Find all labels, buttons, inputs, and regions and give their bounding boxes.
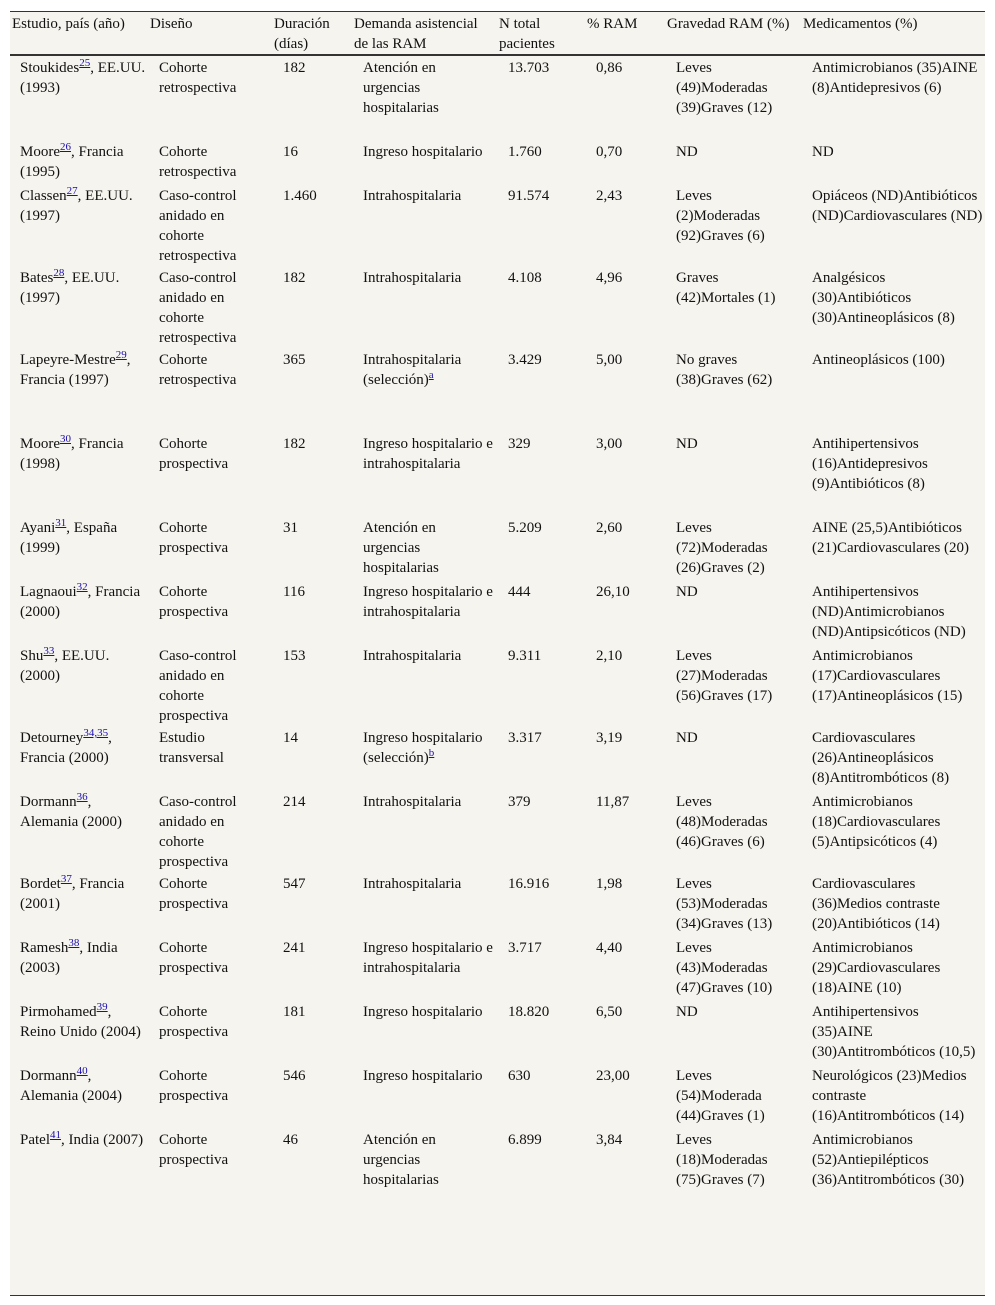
table-row — [10, 516, 985, 580]
cell-duration: 182 — [283, 436, 306, 452]
study-author: Patel — [20, 1132, 50, 1148]
cell-design: Cohorte prospectiva — [159, 1132, 229, 1168]
cell-demand — [352, 726, 497, 790]
demand-text: Intrahospitalaria — [363, 876, 462, 892]
cell-design: Cohorte retrospectiva — [159, 352, 237, 388]
table-row — [10, 184, 985, 266]
header-n-patients: N total pacientes — [497, 12, 585, 55]
cell-drugs: Cardiovasculares (26)Antineoplásicos (8)Antitrombóticos (8) — [812, 730, 950, 786]
cell-severity: Leves (53)Moderadas (34)Graves (13) — [676, 876, 773, 932]
table-row — [10, 580, 985, 644]
cell-n-patients: 444 — [508, 584, 531, 600]
cell-study — [10, 516, 148, 580]
cell-drugs: Antihipertensivos (16)Antidepresivos (9)Antibióticos (8) — [812, 436, 928, 492]
cell-ram-percent: 3,19 — [596, 730, 623, 746]
cell-duration: 547 — [283, 876, 306, 892]
study-author: Moore — [20, 144, 60, 160]
reference-link[interactable]: 31 — [55, 517, 67, 529]
reference-link[interactable]: 27 — [66, 185, 78, 197]
study-country-year: , India (2003) — [20, 940, 118, 976]
cell-design: Cohorte prospectiva — [159, 876, 229, 912]
cell-design: Caso-control anidado en cohorte prospectiva — [159, 794, 237, 870]
demand-text: Intrahospitalaria — [363, 648, 462, 664]
demand-text: Ingreso hospitalario — [363, 1004, 483, 1020]
cell-duration: 182 — [283, 60, 306, 76]
cell-demand — [352, 580, 497, 644]
cell-drugs: Antineoplásicos (100) — [812, 352, 945, 368]
cell-n-patients: 3.429 — [508, 352, 542, 368]
cell-duration: 153 — [283, 648, 306, 664]
cell-ram-percent: 3,00 — [596, 436, 623, 452]
study-country-year: , EE.UU. (2000) — [20, 648, 110, 684]
study-author: Classen — [20, 188, 67, 204]
cell-n-patients: 3.317 — [508, 730, 542, 746]
cell-demand — [352, 348, 497, 432]
cell-study — [10, 348, 148, 432]
cell-duration: 214 — [283, 794, 306, 810]
cell-duration: 14 — [283, 730, 298, 746]
ram-studies-table — [10, 12, 985, 1192]
header-design: Diseño — [148, 12, 272, 55]
demand-text: Ingreso hospitalario — [363, 1068, 483, 1084]
cell-severity: Leves (49)Moderadas (39)Graves (12) — [676, 60, 773, 116]
cell-severity: ND — [676, 1004, 698, 1020]
cell-severity: Leves (54)Moderada (44)Graves (1) — [676, 1068, 765, 1124]
cell-duration: 182 — [283, 270, 306, 286]
cell-duration: 1.460 — [283, 188, 317, 204]
cell-ram-percent: 0,86 — [596, 60, 623, 76]
cell-n-patients: 6.899 — [508, 1132, 542, 1148]
cell-demand — [352, 790, 497, 872]
cell-duration: 241 — [283, 940, 306, 956]
study-author: Pirmohamed — [20, 1004, 97, 1020]
cell-design: Cohorte prospectiva — [159, 1068, 229, 1104]
cell-study — [10, 790, 148, 872]
cell-severity: ND — [676, 584, 698, 600]
cell-demand — [352, 1064, 497, 1128]
table-row — [10, 1128, 985, 1192]
study-country-year: , Francia (2001) — [20, 876, 125, 912]
cell-study — [10, 872, 148, 936]
cell-study — [10, 1000, 148, 1064]
demand-text: Ingreso hospitalario e intrahospitalaria — [363, 436, 493, 472]
cell-design: Cohorte prospectiva — [159, 436, 229, 472]
study-author: Lagnaoui — [20, 584, 77, 600]
demand-text: Intrahospitalaria — [363, 794, 462, 810]
study-author: Stoukides — [20, 60, 80, 76]
cell-n-patients: 9.311 — [508, 648, 542, 664]
table-row — [10, 1064, 985, 1128]
study-country-year: , India (2007) — [61, 1132, 144, 1148]
reference-link[interactable]: 38 — [68, 937, 80, 949]
study-country-year: , Reino Unido (2004) — [20, 1004, 141, 1040]
study-author: Ramesh — [20, 940, 69, 956]
cell-design: Caso-control anidado en cohorte prospectiva — [159, 648, 237, 724]
cell-design: Cohorte retrospectiva — [159, 144, 237, 180]
table-row — [10, 55, 985, 140]
cell-n-patients: 4.108 — [508, 270, 542, 286]
cell-study — [10, 55, 148, 140]
table-container — [10, 11, 985, 1296]
demand-text: Ingreso hospitalario — [363, 144, 483, 160]
cell-n-patients: 5.209 — [508, 520, 542, 536]
cell-severity: ND — [676, 144, 698, 160]
cell-drugs: AINE (25,5)Antibióticos (21)Cardiovasculares (20) — [812, 520, 970, 556]
reference-link[interactable]: 36 — [76, 791, 88, 803]
cell-ram-percent: 26,10 — [596, 584, 630, 600]
cell-ram-percent: 2,60 — [596, 520, 623, 536]
cell-ram-percent: 3,84 — [596, 1132, 623, 1148]
reference-link[interactable]: 33 — [43, 645, 55, 657]
cell-study — [10, 140, 148, 184]
cell-drugs: Antihipertensivos (ND)Antimicrobianos (ND)Antipsicóticos (ND) — [812, 584, 966, 640]
study-author: Detourney — [20, 730, 84, 746]
study-country-year: , EE.UU. (1997) — [20, 188, 133, 224]
reference-link[interactable]: 41 — [50, 1129, 61, 1141]
cell-duration: 46 — [283, 1132, 298, 1148]
cell-drugs: Opiáceos (ND)Antibióticos (ND)Cardiovasculares (ND) — [812, 188, 983, 224]
cell-demand — [352, 432, 497, 516]
cell-ram-percent: 2,43 — [596, 188, 623, 204]
cell-ram-percent: 1,98 — [596, 876, 623, 892]
cell-severity: Graves (42)Mortales (1) — [676, 270, 776, 306]
table-row — [10, 790, 985, 872]
reference-link[interactable]: 37 — [60, 873, 72, 885]
study-country-year: , Francia (1997) — [20, 352, 131, 388]
cell-n-patients: 3.717 — [508, 940, 542, 956]
cell-duration: 31 — [283, 520, 298, 536]
cell-study — [10, 432, 148, 516]
table-row — [10, 140, 985, 184]
header-duration: Duración (días) — [272, 12, 352, 55]
study-author: Lapeyre-Mestre — [20, 352, 116, 368]
cell-study — [10, 644, 148, 726]
cell-duration: 116 — [283, 584, 305, 600]
study-country-year: , Francia (1998) — [20, 436, 124, 472]
cell-design: Caso-control anidado en cohorte retrospectiva — [159, 270, 237, 346]
cell-drugs: Cardiovasculares (36)Medios contraste (20)Antibióticos (14) — [812, 876, 940, 932]
table-row — [10, 936, 985, 1000]
cell-design: Cohorte retrospectiva — [159, 60, 237, 96]
cell-demand — [352, 140, 497, 184]
cell-demand — [352, 872, 497, 936]
study-country-year: , EE.UU. (1993) — [20, 60, 146, 96]
reference-link[interactable]: 32 — [76, 581, 88, 593]
table-row — [10, 644, 985, 726]
study-country-year: , Alemania (2004) — [20, 1068, 123, 1104]
demand-text: Atención en urgencias hospitalarias — [363, 520, 439, 576]
reference-link[interactable]: 26 — [60, 141, 71, 153]
study-country-year: , Francia (2000) — [20, 584, 141, 620]
reference-link[interactable]: 34,35 — [83, 727, 109, 739]
demand-text: Intrahospitalaria (selección) — [363, 352, 462, 388]
study-country-year: , Francia (1995) — [20, 144, 124, 180]
cell-severity: Leves (72)Moderadas (26)Graves (2) — [676, 520, 768, 576]
cell-demand — [352, 516, 497, 580]
table-row — [10, 266, 985, 348]
cell-n-patients: 91.574 — [508, 188, 550, 204]
table-row — [10, 726, 985, 790]
cell-study — [10, 936, 148, 1000]
study-author: Shu — [20, 648, 44, 664]
cell-study — [10, 184, 148, 266]
study-country-year: , EE.UU. (1997) — [20, 270, 120, 306]
table-body — [10, 55, 985, 1192]
cell-drugs: Antihipertensivos (35)AINE (30)Antitrombóticos (10,5) — [812, 1004, 976, 1060]
cell-severity: Leves (48)Moderadas (46)Graves (6) — [676, 794, 768, 850]
cell-severity: Leves (2)Moderadas (92)Graves (6) — [676, 188, 765, 244]
cell-demand — [352, 266, 497, 348]
study-author: Dormann — [20, 1068, 77, 1084]
cell-ram-percent: 11,87 — [596, 794, 630, 810]
cell-severity: No graves (38)Graves (62) — [676, 352, 773, 388]
cell-severity: Leves (43)Moderadas (47)Graves (10) — [676, 940, 773, 996]
cell-study — [10, 1128, 148, 1192]
cell-drugs: Antimicrobianos (52)Antiepilépticos (36)Antitrombóticos (30) — [812, 1132, 965, 1188]
study-author: Dormann — [20, 794, 77, 810]
cell-demand — [352, 1000, 497, 1064]
reference-link[interactable]: 29 — [115, 349, 127, 361]
cell-design: Cohorte prospectiva — [159, 520, 229, 556]
cell-drugs: ND — [812, 144, 834, 160]
demand-text: Ingreso hospitalario e intrahospitalaria — [363, 584, 493, 620]
cell-n-patients: 630 — [508, 1068, 531, 1084]
cell-duration: 365 — [283, 352, 306, 368]
table-row — [10, 872, 985, 936]
demand-text: Atención en urgencias hospitalarias — [363, 1132, 439, 1188]
cell-ram-percent: 4,40 — [596, 940, 623, 956]
cell-n-patients: 18.820 — [508, 1004, 550, 1020]
demand-text: Ingreso hospitalario (selección) — [363, 730, 483, 766]
study-author: Bates — [20, 270, 54, 286]
cell-ram-percent: 23,00 — [596, 1068, 630, 1084]
cell-demand — [352, 184, 497, 266]
reference-link[interactable]: 40 — [76, 1065, 88, 1077]
reference-link[interactable]: 39 — [96, 1001, 108, 1013]
cell-n-patients: 379 — [508, 794, 531, 810]
cell-n-patients: 13.703 — [508, 60, 550, 76]
cell-design: Cohorte prospectiva — [159, 584, 229, 620]
cell-drugs: Antimicrobianos (35)AINE (8)Antidepresivos (6) — [812, 60, 978, 96]
cell-drugs: Antimicrobianos (18)Cardiovasculares (5)Antipsicóticos (4) — [812, 794, 941, 850]
cell-demand — [352, 1128, 497, 1192]
cell-n-patients: 329 — [508, 436, 531, 452]
table-row — [10, 1000, 985, 1064]
reference-link[interactable]: 28 — [53, 267, 65, 279]
cell-ram-percent: 4,96 — [596, 270, 623, 286]
demand-text: Atención en urgencias hospitalarias — [363, 60, 439, 116]
study-country-year: , Alemania (2000) — [20, 794, 123, 830]
header-study: Estudio, país (año) — [10, 12, 148, 55]
reference-link[interactable]: 30 — [60, 433, 71, 445]
demand-text: Intrahospitalaria — [363, 270, 462, 286]
cell-study — [10, 266, 148, 348]
cell-demand — [352, 55, 497, 140]
cell-ram-percent: 5,00 — [596, 352, 623, 368]
header-drugs: Medicamentos (%) — [801, 12, 985, 55]
cell-ram-percent: 6,50 — [596, 1004, 623, 1020]
study-author: Bordet — [20, 876, 61, 892]
cell-severity: ND — [676, 730, 698, 746]
cell-drugs: Neurológicos (23)Medios contraste (16)Antitrombóticos (14) — [812, 1068, 967, 1124]
cell-study — [10, 580, 148, 644]
cell-design: Caso-control anidado en cohorte retrospectiva — [159, 188, 237, 264]
cell-design: Cohorte prospectiva — [159, 940, 229, 976]
demand-text: Intrahospitalaria — [363, 188, 462, 204]
cell-ram-percent: 0,70 — [596, 144, 623, 160]
reference-link[interactable]: 25 — [79, 57, 91, 69]
table-row — [10, 348, 985, 432]
demand-text: Ingreso hospitalario e intrahospitalaria — [363, 940, 493, 976]
cell-duration: 16 — [283, 144, 298, 160]
cell-n-patients: 16.916 — [508, 876, 550, 892]
cell-drugs: Analgésicos (30)Antibióticos (30)Antineoplásicos (8) — [812, 270, 955, 326]
cell-drugs: Antimicrobianos (17)Cardiovasculares (17)Antineoplásicos (15) — [812, 648, 963, 704]
cell-duration: 181 — [283, 1004, 306, 1020]
cell-severity: ND — [676, 436, 698, 452]
cell-duration: 546 — [283, 1068, 306, 1084]
header-severity: Gravedad RAM (%) — [665, 12, 801, 55]
header-row — [10, 12, 985, 55]
cell-demand — [352, 644, 497, 726]
table-row — [10, 432, 985, 516]
cell-n-patients: 1.760 — [508, 144, 542, 160]
study-country-year: , España (1999) — [20, 520, 118, 556]
header-ram-percent: % RAM — [585, 12, 665, 55]
cell-design: Estudio transversal — [159, 730, 224, 766]
cell-severity: Leves (27)Moderadas (56)Graves (17) — [676, 648, 773, 704]
cell-severity: Leves (18)Moderadas (75)Graves (7) — [676, 1132, 768, 1188]
footnote-link[interactable]: a — [428, 369, 434, 381]
cell-study — [10, 1064, 148, 1128]
cell-drugs: Antimicrobianos (29)Cardiovasculares (18)AINE (10) — [812, 940, 941, 996]
cell-study — [10, 726, 148, 790]
footnote-link[interactable]: b — [428, 747, 435, 759]
cell-design: Cohorte prospectiva — [159, 1004, 229, 1040]
study-author: Ayani — [20, 520, 56, 536]
cell-demand — [352, 936, 497, 1000]
study-author: Moore — [20, 436, 60, 452]
study-country-year: , Francia (2000) — [20, 730, 112, 766]
header-demand: Demanda asistencial de las RAM — [352, 12, 497, 55]
cell-ram-percent: 2,10 — [596, 648, 623, 664]
